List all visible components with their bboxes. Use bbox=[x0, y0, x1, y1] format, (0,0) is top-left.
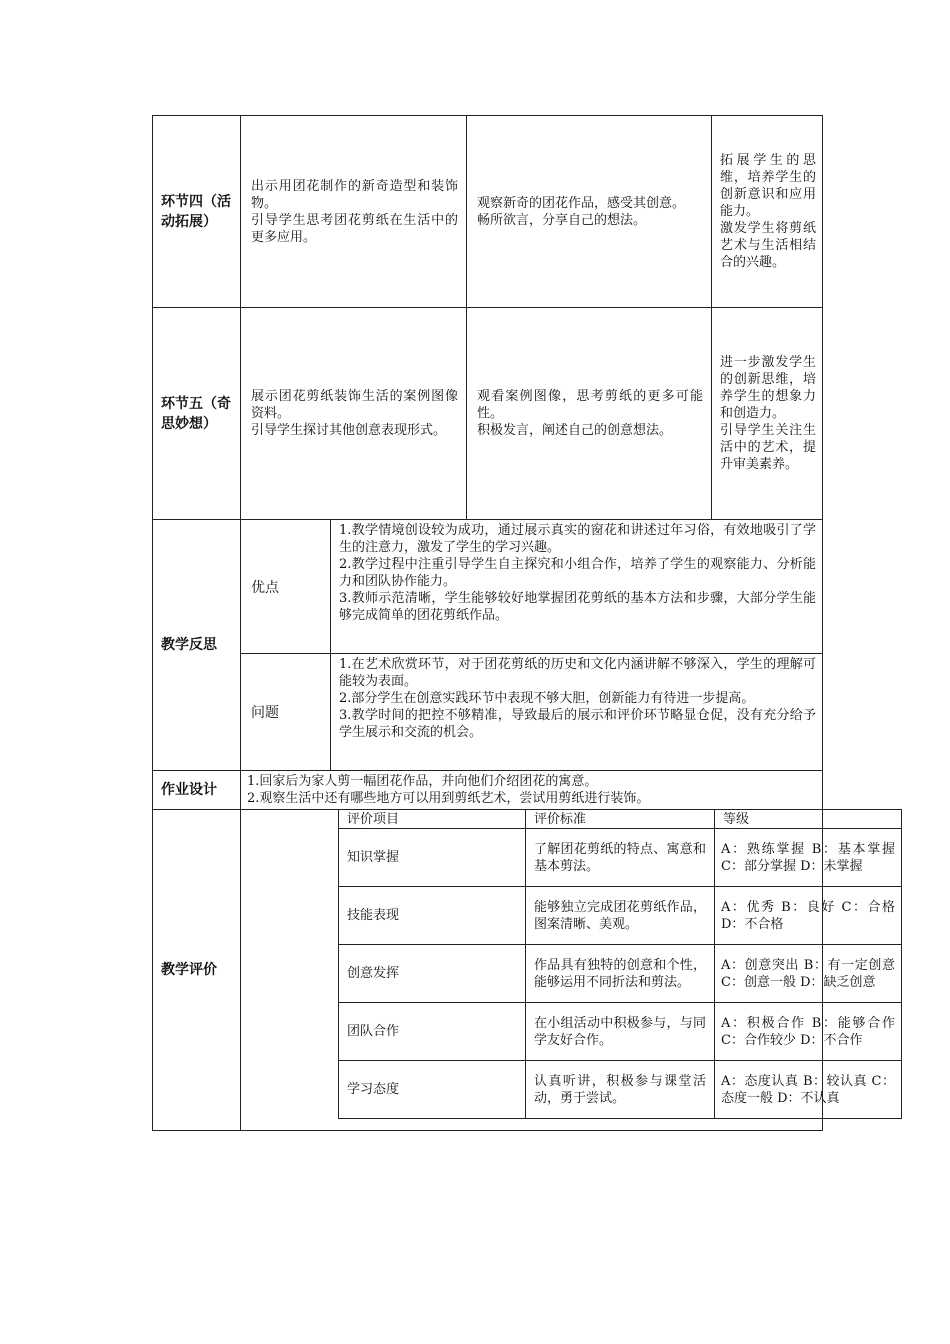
eval-standard: 了解团花剪纸的特点、寓意和基本剪法。 bbox=[526, 829, 715, 887]
eval-item: 学习态度 bbox=[339, 1061, 526, 1119]
problems-content bbox=[331, 654, 823, 771]
reflection-strengths-row bbox=[153, 520, 823, 654]
evaluation-data-row bbox=[339, 945, 902, 1003]
homework-content bbox=[241, 771, 823, 810]
eval-standard: 作品具有独特的创意和个性，能够运用不同折法和剪法。 bbox=[526, 945, 715, 1003]
strengths-label: 优点 bbox=[241, 520, 331, 654]
evaluation-data-row bbox=[339, 1003, 902, 1061]
eval-standard: 在小组活动中积极参与，与同学友好合作。 bbox=[526, 1003, 715, 1061]
strength-item: 1.教学情境创设较为成功，通过展示真实的窗花和讲述过年习俗，有效地吸引了学生的注意力，激发了学生的学习兴趣。 bbox=[339, 523, 817, 555]
evaluation-table bbox=[338, 809, 902, 1119]
evaluation-title: 教学评价 bbox=[153, 810, 241, 1131]
teacher-activity: 出示用团花制作的新奇造型和装饰物。 引导学生思考团花剪纸在生活中的更多应用。 bbox=[241, 116, 467, 308]
eval-standard: 能够独立完成团花剪纸作品，图案清晰、美观。 bbox=[526, 887, 715, 945]
evaluation-row bbox=[153, 810, 823, 1131]
reflection-title: 教学反思 bbox=[153, 520, 241, 771]
problem-item: 3.教学时间的把控不够精准，导致最后的展示和评价环节略显仓促，没有充分给予学生展示和交流的机会。 bbox=[339, 708, 817, 740]
eval-grade: A：创意突出 B：有一定创意 C：创意一般 D：缺乏创意 bbox=[715, 945, 902, 1003]
strengths-content bbox=[331, 520, 823, 654]
teacher-activity: 展示团花剪纸装饰生活的案例图像资料。 引导学生探讨其他创意表现形式。 bbox=[241, 308, 467, 520]
evaluation-data-row bbox=[339, 829, 902, 887]
eval-grade: A：熟练掌握 B：基本掌握 C：部分掌握 D：未掌握 bbox=[715, 829, 902, 887]
strength-item: 3.教师示范清晰，学生能够较好地掌握团花剪纸的基本方法和步骤，大部分学生能够完成简单的团花剪纸作品。 bbox=[339, 591, 817, 623]
eval-item: 创意发挥 bbox=[339, 945, 526, 1003]
homework-item: 2.观察生活中还有哪些地方可以用到剪纸艺术，尝试用剪纸进行装饰。 bbox=[247, 791, 650, 806]
problem-item: 1.在艺术欣赏环节，对于团花剪纸的历史和文化内涵讲解不够深入，学生的理解可能较为表面。 bbox=[339, 657, 817, 689]
stage-row-4 bbox=[153, 116, 823, 308]
header-standard: 评价标准 bbox=[526, 810, 715, 829]
homework-title: 作业设计 bbox=[153, 771, 241, 810]
eval-grade: A：积极合作 B：能够合作 C：合作较少 D：不合作 bbox=[715, 1003, 902, 1061]
stage-row-5 bbox=[153, 308, 823, 520]
stage-name: 环节五（奇思妙想） bbox=[153, 308, 241, 520]
reflection-problems-row bbox=[153, 654, 823, 771]
design-purpose: 拓展学生的思维，培养学生的创新意识和应用能力。 激发学生将剪纸艺术与生活相结合的兴趣。 bbox=[712, 116, 823, 308]
stage-name: 环节四（活动拓展） bbox=[153, 116, 241, 308]
evaluation-header-row bbox=[339, 810, 902, 829]
lesson-plan-page bbox=[152, 115, 895, 1131]
eval-item: 技能表现 bbox=[339, 887, 526, 945]
evaluation-cell bbox=[241, 810, 895, 1131]
problem-item: 2.部分学生在创意实践环节中表现不够大胆，创新能力有待进一步提高。 bbox=[339, 691, 755, 706]
evaluation-data-row bbox=[339, 887, 902, 945]
strength-item: 2.教学过程中注重引导学生自主探究和小组合作，培养了学生的观察能力、分析能力和团队协作能力。 bbox=[339, 557, 817, 589]
header-grade: 等级 bbox=[715, 810, 902, 829]
lesson-plan-table bbox=[152, 115, 895, 1131]
student-activity: 观察新奇的团花作品，感受其创意。 畅所欲言，分享自己的想法。 bbox=[467, 116, 712, 308]
eval-item: 知识掌握 bbox=[339, 829, 526, 887]
design-purpose: 进一步激发学生的创新思维，培养学生的想象力和创造力。 引导学生关注生活中的艺术，提升审美素养。 bbox=[712, 308, 823, 520]
eval-standard: 认真听讲，积极参与课堂活动，勇于尝试。 bbox=[526, 1061, 715, 1119]
homework-item: 1.回家后为家人剪一幅团花作品，并向他们介绍团花的寓意。 bbox=[247, 774, 598, 789]
eval-item: 团队合作 bbox=[339, 1003, 526, 1061]
homework-row bbox=[153, 771, 823, 810]
eval-grade: A：优秀 B：良好 C：合格 D：不合格 bbox=[715, 887, 902, 945]
evaluation-data-row bbox=[339, 1061, 902, 1119]
student-activity: 观看案例图像，思考剪纸的更多可能性。 积极发言，阐述自己的创意想法。 bbox=[467, 308, 712, 520]
problems-label: 问题 bbox=[241, 654, 331, 771]
eval-grade: A：态度认真 B：较认真 C：态度一般 D：不认真 bbox=[715, 1061, 902, 1119]
header-item: 评价项目 bbox=[339, 810, 526, 829]
